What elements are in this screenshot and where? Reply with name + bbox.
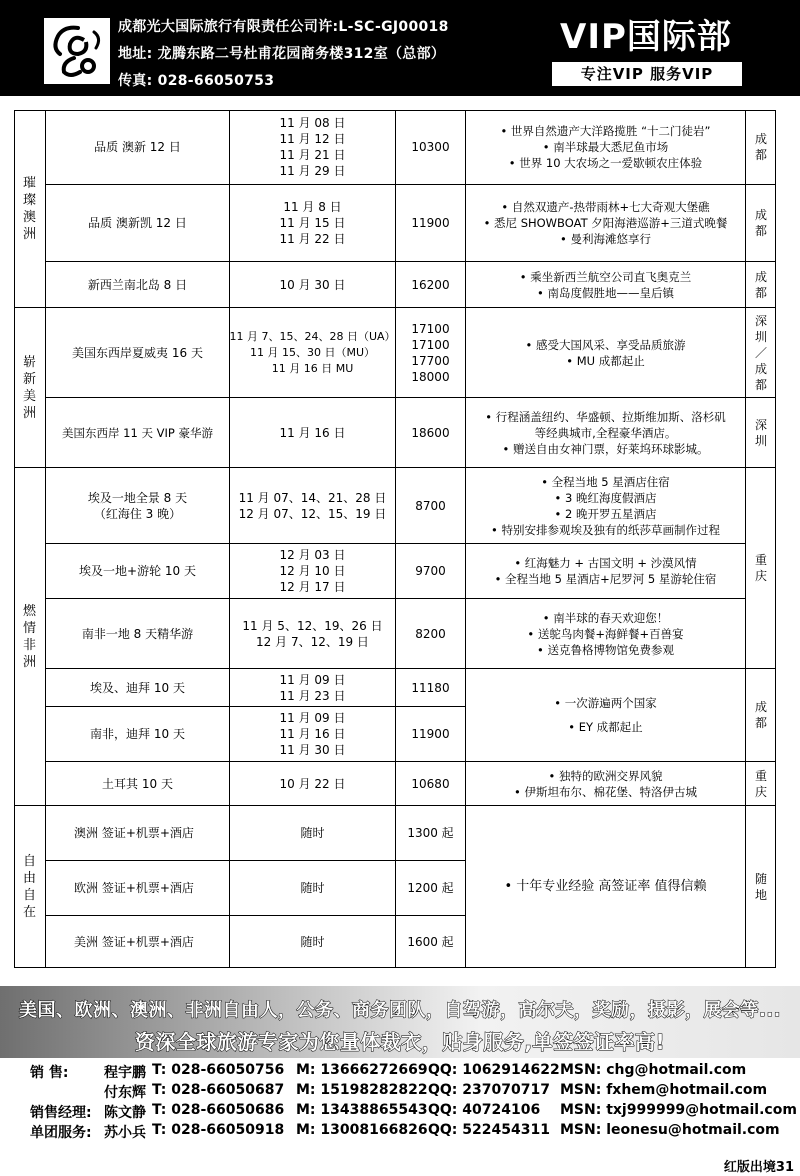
- route-price: 8200: [396, 599, 466, 669]
- company-fax: 传真: 028-66050753: [118, 73, 275, 89]
- region-free: 自由自在: [14, 806, 46, 968]
- region-america: 崭新美洲: [14, 308, 46, 468]
- route-name: 美洲 签证+机票+酒店: [46, 916, 230, 968]
- vip-slogan: 专注VIP 服务VIP: [552, 62, 742, 86]
- vip-title: VIP国际部: [560, 17, 732, 57]
- route-name: 美国东西岸夏威夷 16 天: [46, 308, 230, 398]
- route-price: 10300: [396, 110, 466, 185]
- route-dates: 随时: [230, 806, 396, 861]
- banner-line-2: 资深全球旅游专家为您量体裁衣，贴身服务,单签签证率高!: [134, 1030, 666, 1054]
- departure-city: 成都: [746, 262, 776, 308]
- route-price: 18600: [396, 398, 466, 468]
- contact-row: 销售经理: 陈文静 T: 028-66050686 M: 13438865543 QQ: 40724106 MSN: txj999999@hotmail.com: [30, 1102, 797, 1121]
- route-price: 11900: [396, 185, 466, 262]
- company-address: 地址: 龙腾东路二号杜甫花园商务楼312室（总部）: [118, 46, 446, 62]
- contact-row: 销 售: 程宇鹏 T: 028-66050756 M: 13666272669 QQ: 1062914622 MSN: chg@hotmail.com: [30, 1062, 747, 1081]
- route-features: • 独特的欧洲交界风貌 • 伊斯坦布尔、棉花堡、特洛伊古城: [466, 762, 746, 806]
- page-footer: 红版出境31: [723, 1160, 794, 1175]
- departure-city: 成都: [746, 110, 776, 185]
- route-price: 11900: [396, 707, 466, 762]
- route-dates: 11 月 8 日 11 月 15 日 11 月 22 日: [230, 185, 396, 262]
- route-features: • 行程涵盖纽约、华盛顿、拉斯维加斯、洛杉矶 等经典城市,全程豪华酒店。 • 赠送自由女神门票，好莱坞环球影城。: [466, 398, 746, 468]
- route-name: 埃及一地全景 8 天 （红海住 3 晚）: [46, 468, 230, 544]
- route-features: • 十年专业经验 高签证率 值得信赖: [466, 806, 746, 968]
- route-name: 品质 澳新凯 12 日: [46, 185, 230, 262]
- departure-city: 成都: [746, 669, 776, 762]
- region-africa: 燃情非洲: [14, 468, 46, 806]
- route-dates: 随时: [230, 916, 396, 968]
- route-name: 土耳其 10 天: [46, 762, 230, 806]
- contact-row: 单团服务: 苏小兵 T: 028-66050918 M: 13008166826 QQ: 522454311 MSN: leonesu@hotmail.com: [30, 1122, 780, 1141]
- route-price: 16200: [396, 262, 466, 308]
- route-price: 17100 17100 17700 18000: [396, 308, 466, 398]
- route-name: 美国东西岸 11 天 VIP 豪华游: [46, 398, 230, 468]
- route-features: • 乘坐新西兰航空公司直飞奥克兰 • 南岛度假胜地——皇后镇: [466, 262, 746, 308]
- route-dates: 随时: [230, 861, 396, 916]
- route-dates: 11 月 07、14、21、28 日 12 月 07、12、15、19 日: [230, 468, 396, 544]
- route-features: • 红海魅力 + 古国文明 + 沙漠风情 • 全程当地 5 星酒店+尼罗河 5 星游轮住宿: [466, 544, 746, 599]
- route-price: 1200 起: [396, 861, 466, 916]
- route-features: • 全程当地 5 星酒店住宿 • 3 晚红海度假酒店 • 2 晚开罗五星酒店 • 特别安排参观埃及独有的纸莎草画制作过程: [466, 468, 746, 544]
- route-name: 埃及、迪拜 10 天: [46, 669, 230, 707]
- departure-city: 重庆: [746, 468, 776, 669]
- route-name: 新西兰南北岛 8 日: [46, 262, 230, 308]
- departure-city: 成都: [746, 185, 776, 262]
- company-name: 成都光大国际旅行有限责任公司许:L-SC-GJ00018: [118, 19, 449, 35]
- route-dates: 11 月 08 日 11 月 12 日 11 月 21 日 11 月 29 日: [230, 110, 396, 185]
- route-dates: 11 月 16 日: [230, 398, 396, 468]
- departure-city: 深圳／成都: [746, 308, 776, 398]
- route-dates: 11 月 5、12、19、26 日 12 月 7、12、19 日: [230, 599, 396, 669]
- route-dates: 11 月 09 日 11 月 23 日: [230, 669, 396, 707]
- route-dates: 10 月 22 日: [230, 762, 396, 806]
- vip-department-badge: [540, 14, 752, 86]
- departure-city: 重庆: [746, 762, 776, 806]
- departure-city: 随地: [746, 806, 776, 968]
- contact-row: 付东辉 T: 028-66050687 M: 15198282822 QQ: 237070717 MSN: fxhem@hotmail.com: [104, 1082, 768, 1101]
- route-name: 埃及一地+游轮 10 天: [46, 544, 230, 599]
- promo-banner: [0, 986, 800, 1058]
- route-dates: 11 月 09 日 11 月 16 日 11 月 30 日: [230, 707, 396, 762]
- route-price: 11180: [396, 669, 466, 707]
- route-price: 1300 起: [396, 806, 466, 861]
- route-price: 8700: [396, 468, 466, 544]
- company-logo: [44, 18, 110, 84]
- header-bar: [0, 0, 800, 96]
- banner-line-1: 美国、欧洲、澳洲、非洲自由人，公务、商务团队，自驾游，高尔夫，奖励，摄影，展会等...: [18, 1000, 781, 1021]
- route-price: 10680: [396, 762, 466, 806]
- route-price: 1600 起: [396, 916, 466, 968]
- route-features: • 自然双遗产-热带雨林+七大奇观大堡礁 • 悉尼 SHOWBOAT 夕阳海港巡游+三道式晚餐 • 曼利海滩悠享行: [466, 185, 746, 262]
- route-features: • 世界自然遗产大洋路揽胜 “十二门徒岩” • 南半球最大悉尼鱼市场 • 世界 10 大农场之一爱歇顿农庄体验: [466, 110, 746, 185]
- route-name: 南非，迪拜 10 天: [46, 707, 230, 762]
- route-dates: 11 月 7、15、24、28 日（UA） 11 月 15、30 日（MU） 11 月 16 日 MU: [230, 308, 396, 398]
- route-price: 9700: [396, 544, 466, 599]
- region-australia: 璀璨澳洲: [14, 110, 46, 308]
- route-name: 澳洲 签证+机票+酒店: [46, 806, 230, 861]
- route-features: • 南半球的春天欢迎您！ • 送鸵鸟肉餐+海鲜餐+百兽宴 • 送克鲁格博物馆免费参观: [466, 599, 746, 669]
- route-dates: 12 月 03 日 12 月 10 日 12 月 17 日: [230, 544, 396, 599]
- route-dates: 10 月 30 日: [230, 262, 396, 308]
- departure-city: 深圳: [746, 398, 776, 468]
- route-name: 南非一地 8 天精华游: [46, 599, 230, 669]
- route-features: • 一次游遍两个国家 • EY 成都起止: [466, 669, 746, 762]
- route-features: • 感受大国风采、享受品质旅游 • MU 成都起止: [466, 308, 746, 398]
- route-name: 品质 澳新 12 日: [46, 110, 230, 185]
- route-name: 欧洲 签证+机票+酒店: [46, 861, 230, 916]
